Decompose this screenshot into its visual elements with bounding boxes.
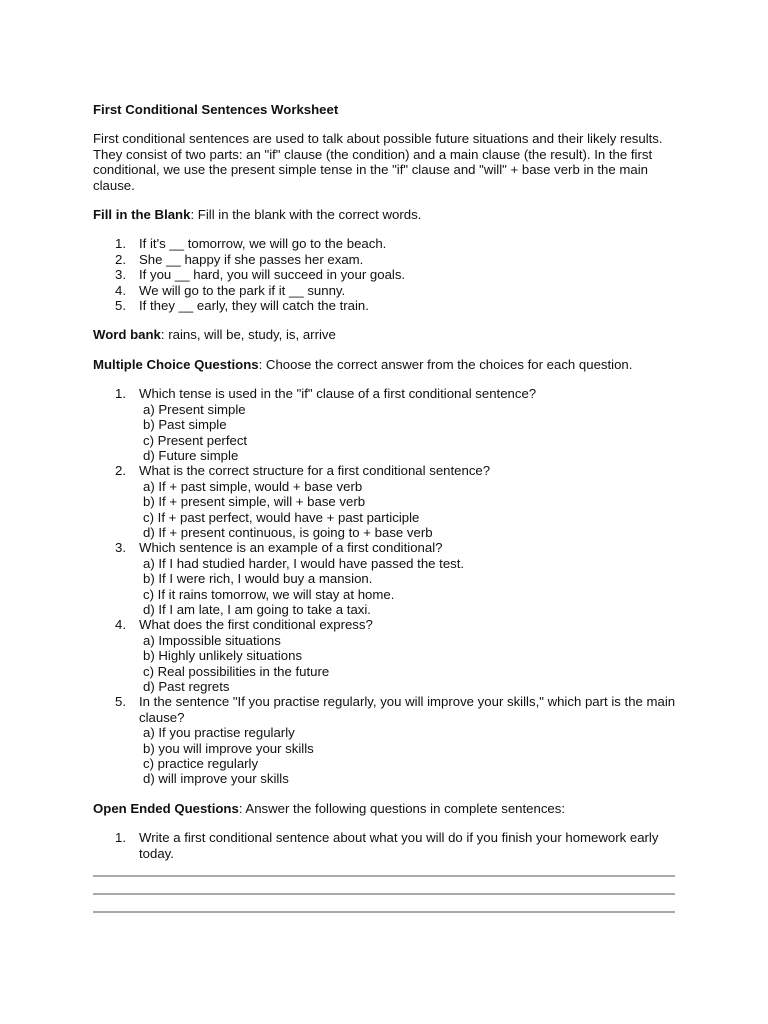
question-item [93, 463, 683, 540]
option-d: d) will improve your skills [143, 771, 289, 787]
item-text: We will go to the park if it __ sunny. [139, 282, 346, 298]
word-bank-words: : rains, will be, study, is, arrive [160, 327, 336, 343]
worksheet-title: First Conditional Sentences Worksheet [93, 102, 339, 117]
question-text: What does the first conditional express? [139, 617, 373, 633]
question-text: What is the correct structure for a first conditional sentence? [139, 463, 491, 479]
intro-paragraph: First conditional sentences are used to talk about possible future situations and their likely results. They consist of two parts: an "if" clause (the condition) and a main clause (the result). In the first conditional, we use the present simple tense in the "if" clause and "will" + base verb in the main clause. [93, 131, 663, 193]
list-item [93, 283, 683, 298]
option-b: b) If + present simple, will + base verb [143, 494, 366, 510]
item-number: 3. [115, 267, 126, 283]
question-text: In the sentence "If you practise regularly, you will improve your skills," which part is the main clause? [139, 694, 676, 725]
option-c: c) If it rains tomorrow, we will stay at home. [143, 586, 395, 602]
option-c: c) Present perfect [143, 432, 248, 448]
option-a: a) Present simple [143, 401, 246, 417]
multiple-choice-list [93, 386, 683, 787]
options-group [139, 725, 683, 787]
item-text: If you __ hard, you will succeed in your goals. [139, 267, 406, 283]
option-c: c) practice regularly [143, 756, 259, 772]
open-ended-list [93, 830, 683, 861]
option-a: a) If you practise regularly [143, 725, 295, 741]
answer-line[interactable] [93, 893, 675, 895]
option-a: a) Impossible situations [143, 632, 281, 648]
question-number: 1. [115, 386, 126, 402]
mc-instruction: : Choose the correct answer from the choices for each question. [258, 356, 633, 372]
option-b: b) If I were rich, I would buy a mansion. [143, 571, 373, 587]
question-number: 2. [115, 463, 126, 479]
item-text: If it's __ tomorrow, we will go to the beach. [139, 236, 387, 252]
item-number: 1. [115, 236, 126, 252]
question-item [93, 694, 683, 786]
item-text: She __ happy if she passes her exam. [139, 251, 364, 267]
list-item [93, 267, 683, 282]
options-group [139, 633, 683, 695]
multiple-choice-heading [93, 357, 683, 372]
option-c: c) Real possibilities in the future [143, 663, 330, 679]
answer-lines [93, 875, 683, 913]
option-d: d) If + present continuous, is going to + base verb [143, 524, 433, 540]
option-d: d) If I am late, I am going to take a taxi. [143, 601, 371, 617]
option-a: a) If I had studied harder, I would have passed the test. [143, 555, 465, 571]
options-group [139, 556, 683, 618]
word-bank [93, 327, 683, 342]
question-number: 5. [115, 694, 126, 710]
open-instruction: : Answer the following questions in complete sentences: [238, 800, 566, 816]
open-ended-heading [93, 801, 683, 816]
option-b: b) you will improve your skills [143, 740, 314, 756]
question-item [93, 540, 683, 617]
fill-in-blank-heading [93, 207, 683, 222]
mc-heading-label: Multiple Choice Questions [93, 356, 259, 372]
item-number: 5. [115, 298, 126, 314]
list-item [93, 236, 683, 251]
option-d: d) Past regrets [143, 679, 230, 694]
question-text: Which tense is used in the "if" clause of a first conditional sentence? [139, 386, 537, 402]
item-text: If they __ early, they will catch the train. [139, 298, 369, 314]
fill-heading-label: Fill in the Blank [93, 207, 191, 223]
answer-line[interactable] [93, 911, 675, 913]
question-text: Write a first conditional sentence about what you will do if you finish your homework early today. [139, 830, 659, 861]
answer-line[interactable] [93, 875, 675, 877]
question-text: Which sentence is an example of a first conditional? [139, 540, 443, 556]
option-b: b) Highly unlikely situations [143, 648, 303, 664]
options-group [139, 479, 683, 541]
question-item [93, 617, 683, 694]
item-number: 4. [115, 282, 126, 298]
options-group [139, 402, 683, 464]
list-item [93, 298, 683, 313]
question-number: 3. [115, 540, 126, 556]
open-heading-label: Open Ended Questions [93, 800, 239, 816]
worksheet-page [93, 102, 683, 929]
list-item [93, 252, 683, 267]
option-a: a) If + past simple, would + base verb [143, 478, 363, 494]
option-d: d) Future simple [143, 447, 239, 463]
fill-instruction: : Fill in the blank with the correct words. [190, 207, 422, 223]
item-number: 2. [115, 251, 126, 267]
word-bank-label: Word bank [93, 327, 161, 343]
question-number: 4. [115, 617, 126, 633]
fill-in-blank-list [93, 236, 683, 313]
question-item [93, 830, 683, 861]
option-c: c) If + past perfect, would have + past participle [143, 509, 420, 525]
question-number: 1. [115, 830, 126, 846]
option-b: b) Past simple [143, 417, 227, 433]
question-item [93, 386, 683, 463]
